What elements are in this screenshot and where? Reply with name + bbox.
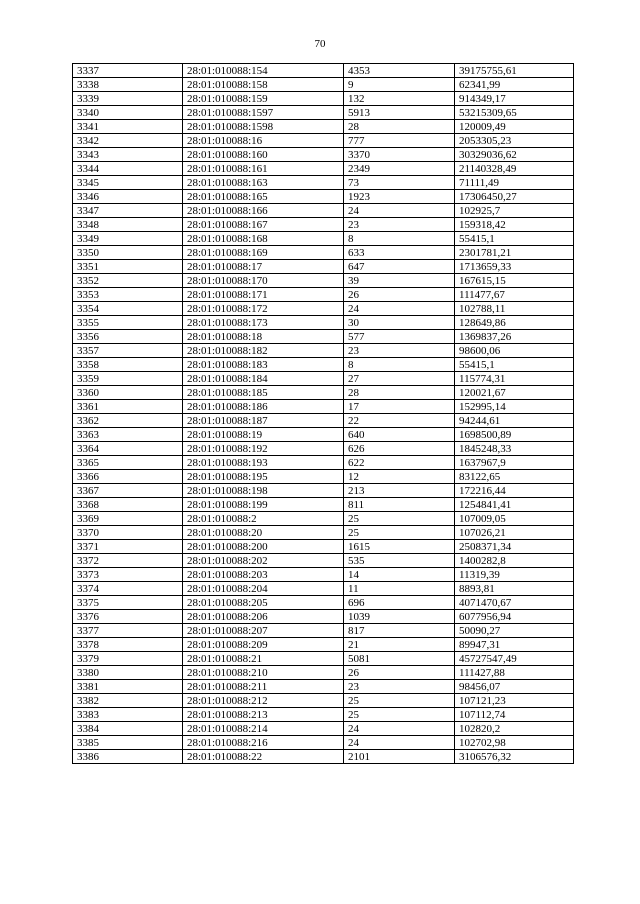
- area-cell: 11: [344, 582, 455, 596]
- row-number-cell: 3369: [73, 512, 183, 526]
- value-cell: 128649,86: [455, 316, 574, 330]
- cadastral-number-cell: 28:01:010088:163: [183, 176, 344, 190]
- table-row: [73, 610, 574, 624]
- area-cell: 24: [344, 736, 455, 750]
- table-row: [73, 750, 574, 764]
- value-cell: 2301781,21: [455, 246, 574, 260]
- area-cell: 633: [344, 246, 455, 260]
- value-cell: 152995,14: [455, 400, 574, 414]
- cadastral-number-cell: 28:01:010088:19: [183, 428, 344, 442]
- row-number-cell: 3368: [73, 498, 183, 512]
- table-row: [73, 442, 574, 456]
- table-row: [73, 218, 574, 232]
- area-cell: 213: [344, 484, 455, 498]
- cadastral-number-cell: 28:01:010088:1598: [183, 120, 344, 134]
- area-cell: 21: [344, 638, 455, 652]
- table-row: [73, 316, 574, 330]
- row-number-cell: 3386: [73, 750, 183, 764]
- table-row: [73, 498, 574, 512]
- area-cell: 12: [344, 470, 455, 484]
- cadastral-number-cell: 28:01:010088:195: [183, 470, 344, 484]
- table-row: [73, 680, 574, 694]
- row-number-cell: 3353: [73, 288, 183, 302]
- row-number-cell: 3359: [73, 372, 183, 386]
- cadastral-number-cell: 28:01:010088:170: [183, 274, 344, 288]
- area-cell: 1615: [344, 540, 455, 554]
- value-cell: 107112,74: [455, 708, 574, 722]
- area-cell: 28: [344, 120, 455, 134]
- table-row: [73, 344, 574, 358]
- cadastral-number-cell: 28:01:010088:22: [183, 750, 344, 764]
- value-cell: 111427,88: [455, 666, 574, 680]
- row-number-cell: 3370: [73, 526, 183, 540]
- table-body: [73, 64, 574, 764]
- value-cell: 1845248,33: [455, 442, 574, 456]
- value-cell: 21140328,49: [455, 162, 574, 176]
- value-cell: 55415,1: [455, 232, 574, 246]
- row-number-cell: 3354: [73, 302, 183, 316]
- table-row: [73, 106, 574, 120]
- value-cell: 107009,05: [455, 512, 574, 526]
- cadastral-number-cell: 28:01:010088:16: [183, 134, 344, 148]
- row-number-cell: 3366: [73, 470, 183, 484]
- row-number-cell: 3373: [73, 568, 183, 582]
- value-cell: 45727547,49: [455, 652, 574, 666]
- cadastral-number-cell: 28:01:010088:213: [183, 708, 344, 722]
- cadastral-number-cell: 28:01:010088:200: [183, 540, 344, 554]
- table-row: [73, 582, 574, 596]
- cadastral-number-cell: 28:01:010088:193: [183, 456, 344, 470]
- value-cell: 53215309,65: [455, 106, 574, 120]
- area-cell: 577: [344, 330, 455, 344]
- area-cell: 24: [344, 204, 455, 218]
- value-cell: 107026,21: [455, 526, 574, 540]
- cadastral-number-cell: 28:01:010088:158: [183, 78, 344, 92]
- data-table: [72, 63, 574, 764]
- area-cell: 696: [344, 596, 455, 610]
- area-cell: 30: [344, 316, 455, 330]
- cadastral-number-cell: 28:01:010088:185: [183, 386, 344, 400]
- row-number-cell: 3371: [73, 540, 183, 554]
- row-number-cell: 3357: [73, 344, 183, 358]
- value-cell: 2053305,23: [455, 134, 574, 148]
- row-number-cell: 3382: [73, 694, 183, 708]
- area-cell: 23: [344, 344, 455, 358]
- value-cell: 172216,44: [455, 484, 574, 498]
- row-number-cell: 3379: [73, 652, 183, 666]
- cadastral-number-cell: 28:01:010088:183: [183, 358, 344, 372]
- value-cell: 4071470,67: [455, 596, 574, 610]
- cadastral-number-cell: 28:01:010088:209: [183, 638, 344, 652]
- value-cell: 1254841,41: [455, 498, 574, 512]
- page-number: 70: [314, 38, 326, 50]
- row-number-cell: 3360: [73, 386, 183, 400]
- row-number-cell: 3364: [73, 442, 183, 456]
- table-row: [73, 148, 574, 162]
- row-number-cell: 3367: [73, 484, 183, 498]
- area-cell: 4353: [344, 64, 455, 78]
- row-number-cell: 3350: [73, 246, 183, 260]
- value-cell: 102925,7: [455, 204, 574, 218]
- value-cell: 115774,31: [455, 372, 574, 386]
- cadastral-number-cell: 28:01:010088:214: [183, 722, 344, 736]
- row-number-cell: 3342: [73, 134, 183, 148]
- value-cell: 102702,98: [455, 736, 574, 750]
- cadastral-number-cell: 28:01:010088:210: [183, 666, 344, 680]
- row-number-cell: 3351: [73, 260, 183, 274]
- value-cell: 107121,23: [455, 694, 574, 708]
- row-number-cell: 3343: [73, 148, 183, 162]
- table-row: [73, 246, 574, 260]
- table-row: [73, 596, 574, 610]
- cadastral-number-cell: 28:01:010088:21: [183, 652, 344, 666]
- table-row: [73, 302, 574, 316]
- area-cell: 8: [344, 232, 455, 246]
- value-cell: 159318,42: [455, 218, 574, 232]
- value-cell: 102788,11: [455, 302, 574, 316]
- area-cell: 5081: [344, 652, 455, 666]
- row-number-cell: 3362: [73, 414, 183, 428]
- cadastral-number-cell: 28:01:010088:154: [183, 64, 344, 78]
- row-number-cell: 3363: [73, 428, 183, 442]
- value-cell: 914349,17: [455, 92, 574, 106]
- area-cell: 132: [344, 92, 455, 106]
- area-cell: 640: [344, 428, 455, 442]
- row-number-cell: 3355: [73, 316, 183, 330]
- area-cell: 2349: [344, 162, 455, 176]
- value-cell: 120021,67: [455, 386, 574, 400]
- area-cell: 39: [344, 274, 455, 288]
- row-number-cell: 3340: [73, 106, 183, 120]
- area-cell: 26: [344, 666, 455, 680]
- cadastral-number-cell: 28:01:010088:172: [183, 302, 344, 316]
- table-row: [73, 666, 574, 680]
- table-row: [73, 120, 574, 134]
- row-number-cell: 3348: [73, 218, 183, 232]
- cadastral-number-cell: 28:01:010088:205: [183, 596, 344, 610]
- row-number-cell: 3344: [73, 162, 183, 176]
- cadastral-number-cell: 28:01:010088:171: [183, 288, 344, 302]
- value-cell: 120009,49: [455, 120, 574, 134]
- cadastral-number-cell: 28:01:010088:192: [183, 442, 344, 456]
- area-cell: 535: [344, 554, 455, 568]
- value-cell: 1713659,33: [455, 260, 574, 274]
- table-row: [73, 484, 574, 498]
- area-cell: 3370: [344, 148, 455, 162]
- value-cell: 1698500,89: [455, 428, 574, 442]
- table-row: [73, 330, 574, 344]
- value-cell: 30329036,62: [455, 148, 574, 162]
- table-row: [73, 134, 574, 148]
- row-number-cell: 3375: [73, 596, 183, 610]
- value-cell: 98456,07: [455, 680, 574, 694]
- area-cell: 23: [344, 680, 455, 694]
- area-cell: 817: [344, 624, 455, 638]
- cadastral-number-cell: 28:01:010088:161: [183, 162, 344, 176]
- area-cell: 777: [344, 134, 455, 148]
- table-row: [73, 708, 574, 722]
- value-cell: 98600,06: [455, 344, 574, 358]
- value-cell: 2508371,34: [455, 540, 574, 554]
- area-cell: 25: [344, 694, 455, 708]
- row-number-cell: 3361: [73, 400, 183, 414]
- area-cell: 24: [344, 722, 455, 736]
- value-cell: 94244,61: [455, 414, 574, 428]
- area-cell: 24: [344, 302, 455, 316]
- row-number-cell: 3383: [73, 708, 183, 722]
- row-number-cell: 3346: [73, 190, 183, 204]
- row-number-cell: 3358: [73, 358, 183, 372]
- cadastral-number-cell: 28:01:010088:17: [183, 260, 344, 274]
- value-cell: 111477,67: [455, 288, 574, 302]
- area-cell: 1039: [344, 610, 455, 624]
- cadastral-number-cell: 28:01:010088:199: [183, 498, 344, 512]
- value-cell: 8893,81: [455, 582, 574, 596]
- table-row: [73, 540, 574, 554]
- cadastral-number-cell: 28:01:010088:2: [183, 512, 344, 526]
- table-row: [73, 652, 574, 666]
- table-row: [73, 372, 574, 386]
- row-number-cell: 3385: [73, 736, 183, 750]
- row-number-cell: 3376: [73, 610, 183, 624]
- table-row: [73, 162, 574, 176]
- cadastral-number-cell: 28:01:010088:186: [183, 400, 344, 414]
- cadastral-number-cell: 28:01:010088:173: [183, 316, 344, 330]
- value-cell: 6077956,94: [455, 610, 574, 624]
- cadastral-number-cell: 28:01:010088:168: [183, 232, 344, 246]
- table-row: [73, 92, 574, 106]
- value-cell: 3106576,32: [455, 750, 574, 764]
- area-cell: 2101: [344, 750, 455, 764]
- cadastral-number-cell: 28:01:010088:184: [183, 372, 344, 386]
- row-number-cell: 3338: [73, 78, 183, 92]
- value-cell: 1369837,26: [455, 330, 574, 344]
- cadastral-number-cell: 28:01:010088:18: [183, 330, 344, 344]
- area-cell: 811: [344, 498, 455, 512]
- table-row: [73, 414, 574, 428]
- value-cell: 167615,15: [455, 274, 574, 288]
- row-number-cell: 3341: [73, 120, 183, 134]
- table-row: [73, 274, 574, 288]
- row-number-cell: 3384: [73, 722, 183, 736]
- table-row: [73, 288, 574, 302]
- row-number-cell: 3339: [73, 92, 183, 106]
- area-cell: 14: [344, 568, 455, 582]
- area-cell: 22: [344, 414, 455, 428]
- table-row: [73, 386, 574, 400]
- cadastral-number-cell: 28:01:010088:203: [183, 568, 344, 582]
- table-row: [73, 78, 574, 92]
- row-number-cell: 3377: [73, 624, 183, 638]
- row-number-cell: 3347: [73, 204, 183, 218]
- row-number-cell: 3352: [73, 274, 183, 288]
- value-cell: 55415,1: [455, 358, 574, 372]
- area-cell: 9: [344, 78, 455, 92]
- table-row: [73, 358, 574, 372]
- table-row: [73, 204, 574, 218]
- row-number-cell: 3374: [73, 582, 183, 596]
- cadastral-number-cell: 28:01:010088:159: [183, 92, 344, 106]
- cadastral-number-cell: 28:01:010088:198: [183, 484, 344, 498]
- cadastral-number-cell: 28:01:010088:212: [183, 694, 344, 708]
- table-row: [73, 736, 574, 750]
- value-cell: 39175755,61: [455, 64, 574, 78]
- area-cell: 1923: [344, 190, 455, 204]
- row-number-cell: 3349: [73, 232, 183, 246]
- cadastral-number-cell: 28:01:010088:182: [183, 344, 344, 358]
- value-cell: 17306450,27: [455, 190, 574, 204]
- value-cell: 83122,65: [455, 470, 574, 484]
- table-row: [73, 232, 574, 246]
- cadastral-number-cell: 28:01:010088:20: [183, 526, 344, 540]
- cadastral-number-cell: 28:01:010088:165: [183, 190, 344, 204]
- row-number-cell: 3378: [73, 638, 183, 652]
- value-cell: 71111,49: [455, 176, 574, 190]
- area-cell: 27: [344, 372, 455, 386]
- value-cell: 11319,39: [455, 568, 574, 582]
- area-cell: 26: [344, 288, 455, 302]
- table-row: [73, 400, 574, 414]
- table-row: [73, 638, 574, 652]
- cadastral-number-cell: 28:01:010088:160: [183, 148, 344, 162]
- value-cell: 62341,99: [455, 78, 574, 92]
- cadastral-number-cell: 28:01:010088:207: [183, 624, 344, 638]
- area-cell: 17: [344, 400, 455, 414]
- table-row: [73, 512, 574, 526]
- cadastral-number-cell: 28:01:010088:167: [183, 218, 344, 232]
- area-cell: 28: [344, 386, 455, 400]
- cadastral-number-cell: 28:01:010088:206: [183, 610, 344, 624]
- table-row: [73, 526, 574, 540]
- table-row: [73, 568, 574, 582]
- table-row: [73, 64, 574, 78]
- cadastral-number-cell: 28:01:010088:1597: [183, 106, 344, 120]
- cadastral-number-cell: 28:01:010088:204: [183, 582, 344, 596]
- value-cell: 1637967,9: [455, 456, 574, 470]
- value-cell: 50090,27: [455, 624, 574, 638]
- cadastral-number-cell: 28:01:010088:187: [183, 414, 344, 428]
- row-number-cell: 3372: [73, 554, 183, 568]
- cadastral-number-cell: 28:01:010088:169: [183, 246, 344, 260]
- area-cell: 647: [344, 260, 455, 274]
- table-row: [73, 428, 574, 442]
- area-cell: 25: [344, 708, 455, 722]
- row-number-cell: 3356: [73, 330, 183, 344]
- cadastral-number-cell: 28:01:010088:166: [183, 204, 344, 218]
- area-cell: 622: [344, 456, 455, 470]
- table-row: [73, 190, 574, 204]
- value-cell: 1400282,8: [455, 554, 574, 568]
- row-number-cell: 3380: [73, 666, 183, 680]
- area-cell: 73: [344, 176, 455, 190]
- value-cell: 89947,31: [455, 638, 574, 652]
- table-row: [73, 624, 574, 638]
- table-row: [73, 694, 574, 708]
- table-row: [73, 456, 574, 470]
- cadastral-number-cell: 28:01:010088:211: [183, 680, 344, 694]
- row-number-cell: 3345: [73, 176, 183, 190]
- area-cell: 25: [344, 512, 455, 526]
- area-cell: 626: [344, 442, 455, 456]
- table-row: [73, 176, 574, 190]
- area-cell: 8: [344, 358, 455, 372]
- value-cell: 102820,2: [455, 722, 574, 736]
- area-cell: 5913: [344, 106, 455, 120]
- cadastral-number-cell: 28:01:010088:216: [183, 736, 344, 750]
- area-cell: 23: [344, 218, 455, 232]
- area-cell: 25: [344, 526, 455, 540]
- table-row: [73, 260, 574, 274]
- row-number-cell: 3337: [73, 64, 183, 78]
- table-row: [73, 554, 574, 568]
- row-number-cell: 3381: [73, 680, 183, 694]
- table-row: [73, 470, 574, 484]
- cadastral-number-cell: 28:01:010088:202: [183, 554, 344, 568]
- table-row: [73, 722, 574, 736]
- row-number-cell: 3365: [73, 456, 183, 470]
